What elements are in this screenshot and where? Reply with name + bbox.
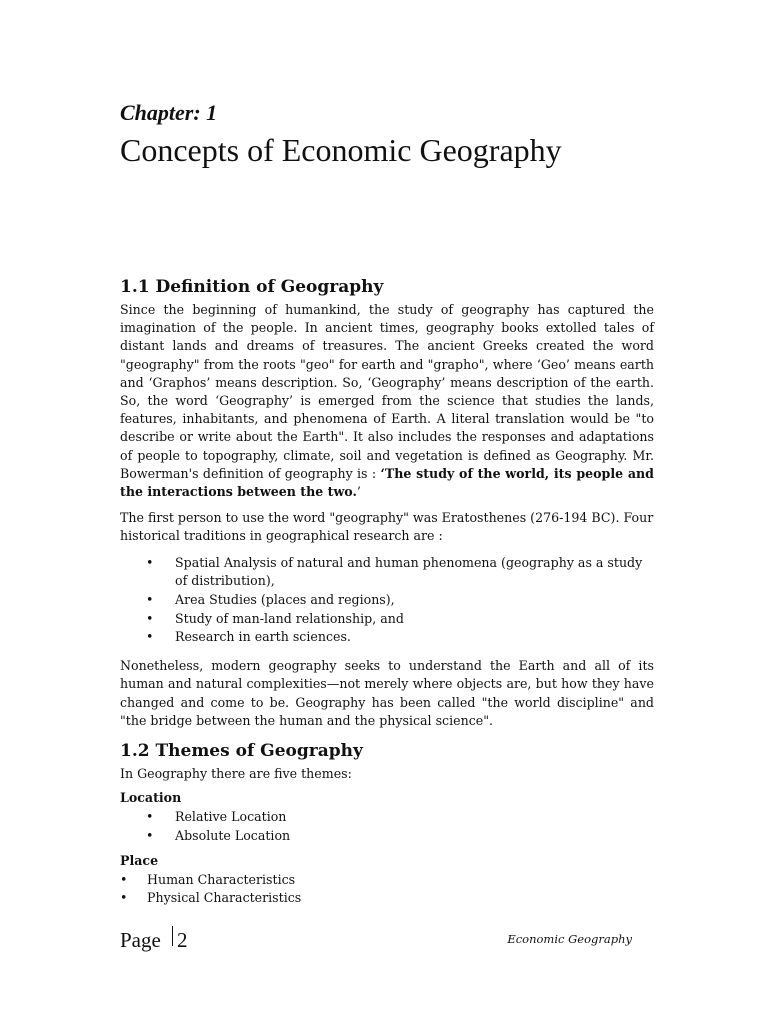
list-item xyxy=(120,628,654,647)
list-item-text: Research in earth sciences. xyxy=(175,629,351,645)
bowerman-quote: ‘The study of the world, its people and the interactions between the two. xyxy=(120,465,654,500)
place-list xyxy=(120,871,654,908)
list-item xyxy=(120,554,654,591)
paragraph-definition xyxy=(120,301,654,501)
location-list xyxy=(120,808,654,845)
bullet-icon: • xyxy=(146,610,154,626)
list-item-text: Study of man-land relationship, and xyxy=(175,610,404,626)
list-item-text: Human Characteristics xyxy=(147,871,296,887)
themes-intro: In Geography there are five themes: xyxy=(120,766,352,781)
bullet-icon: • xyxy=(146,809,154,825)
list-item xyxy=(120,889,654,908)
paragraph-text: Since the beginning of humankind, the study of geography has captured the imagination of the people. In ancient times, geography books extolled tales of distant lands and dreams of treasures. The ancient Greeks created the word "geography" from the roots "geo" for earth and "grapho", where ‘Geo’ means earth and ‘Graphos’ means description. So, ‘Geography’ means description of the earth. So, the word ‘Geography’ is emerged from the science that studies the lands, features, inhabitants, and phenomena of Earth. A literal translation would be "to describe or write about the Earth". It also includes the responses and adaptations of people to topography, climate, soil and vegetation is defined as Geography. Mr. Bowerman's definition of geography is : xyxy=(120,302,654,481)
list-item-text: Physical Characteristics xyxy=(147,890,302,906)
chapter-title: Concepts of Economic Geography xyxy=(120,132,562,168)
traditions-list xyxy=(120,554,654,648)
subheading-place: Place xyxy=(120,852,159,868)
page-number: 2 xyxy=(177,928,188,952)
chapter-label: Chapter: 1 xyxy=(120,100,218,125)
bullet-icon: • xyxy=(120,871,128,887)
list-item xyxy=(120,827,654,846)
subheading-location: Location xyxy=(120,790,182,806)
bullet-icon: • xyxy=(120,890,128,906)
list-item-text: Area Studies (places and regions), xyxy=(175,592,395,608)
list-item-text: Relative Location xyxy=(175,809,287,825)
page-label: Page xyxy=(120,928,161,952)
list-item-text: Absolute Location xyxy=(175,827,291,843)
page-footer xyxy=(120,926,632,956)
quote-close: ’ xyxy=(356,484,361,500)
bullet-icon: • xyxy=(146,592,154,608)
bullet-icon: • xyxy=(146,827,154,843)
running-title: Economic Geography xyxy=(507,932,632,946)
section-heading-themes: 1.2 Themes of Geography xyxy=(120,741,363,761)
paragraph-modern-geography: Nonetheless, modern geography seeks to understand the Earth and all of its human and natural complexities—not merely where objects are, but how they have changed and come to be. Geography has been called "the world discipline" and "the bridge between the human and the physical science". xyxy=(120,658,654,728)
section-themes xyxy=(120,740,654,914)
bullet-icon: • xyxy=(146,629,154,645)
section-heading-definition: 1.1 Definition of Geography xyxy=(120,277,384,297)
bullet-icon: • xyxy=(146,554,154,570)
list-item xyxy=(120,871,654,890)
section-definition xyxy=(120,276,654,738)
list-item-text: Spatial Analysis of natural and human phenomena (geography as a study of distribution), xyxy=(175,554,643,589)
list-item xyxy=(120,591,654,610)
list-item xyxy=(120,808,654,827)
page-number-divider xyxy=(172,926,173,946)
list-item xyxy=(120,610,654,629)
paragraph-eratosthenes: The first person to use the word "geography" was Eratosthenes (276-194 BC). Four historical traditions in geographical research are : xyxy=(120,510,654,544)
